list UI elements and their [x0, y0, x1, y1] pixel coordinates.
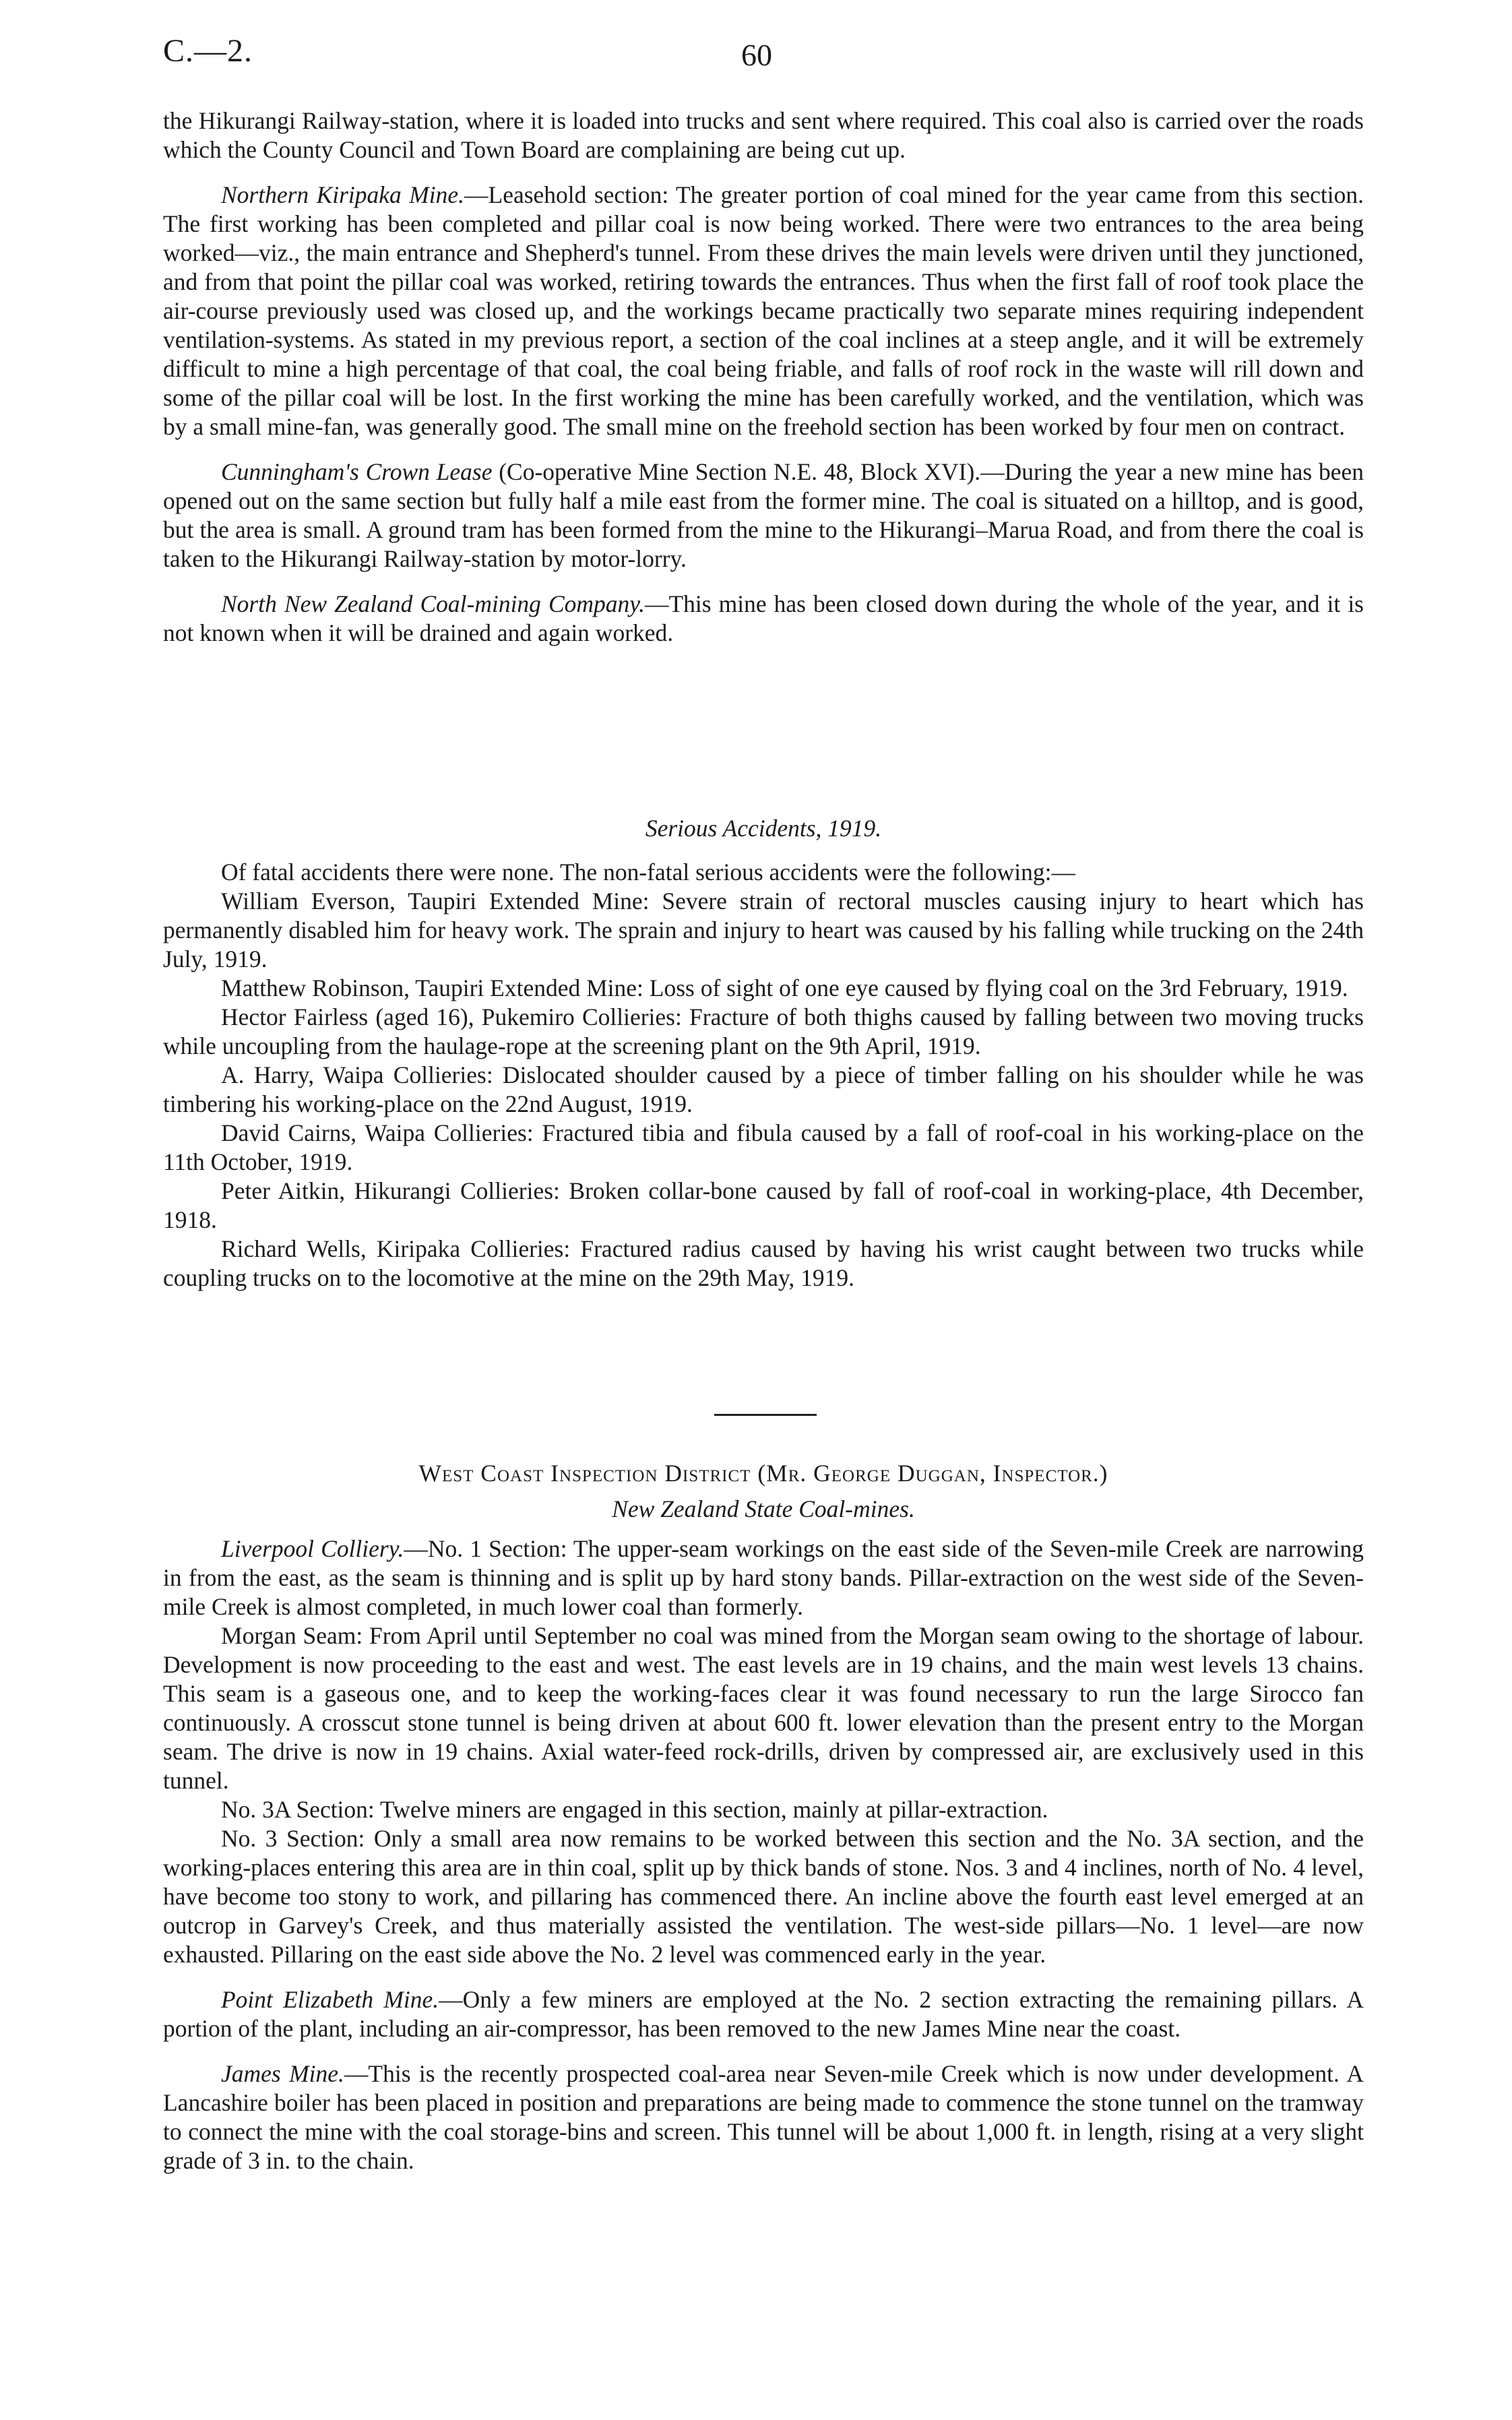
cunningham-title: Cunningham's Crown Lease [221, 458, 493, 485]
accident-item: William Everson, Taupiri Extended Mine: Severe strain of rectoral muscles causing injury to heart which has permanently disabled him for heavy work. The sprain and injury to heart was caused by his falling while trucking on the 24th July, 1919. [163, 888, 1364, 972]
accidents-intro: Of fatal accidents there were none. The non-fatal serious accidents were the following:— [221, 859, 1075, 886]
liverpool-title: Liverpool Colliery. [221, 1535, 404, 1562]
nz-coal-company-paragraph [163, 590, 1364, 648]
section-3a-paragraph: No. 3A Section: Twelve miners are engaged in this section, mainly at pillar-extraction. [221, 1796, 1048, 1823]
section-divider [714, 1414, 817, 1416]
intro-paragraph: the Hikurangi Railway-station, where it is loaded into trucks and sent where required. This coal also is carried over the roads which the County Council and Town Board are complaining are being cut up. [163, 107, 1364, 163]
liverpool-text: —No. 1 Section: The upper-seam workings on the east side of the Seven-mile Creek are narrowing in from the east, as the seam is thinning and is split up by hard stony bands. Pillar-extraction on the west side of the Seven-mile Creek is almost completed, in much lower coal than formerly. [163, 1535, 1364, 1620]
nz-coal-company-text: —This mine has been closed down during the whole of the year, and it is not known when it will be drained and again worked. [163, 590, 1364, 646]
northern-kiripaka-paragraph [163, 181, 1364, 441]
accident-item: Hector Fairless (aged 16), Pukemiro Collieries: Fracture of both thighs caused by falling between two moving trucks while uncoupling from the haulage-rope at the screening plant on the 9th April, 1919. [163, 1003, 1364, 1059]
state-coal-mines-subheading: New Zealand State Coal-mines. [612, 1495, 915, 1522]
section-3-paragraph: No. 3 Section: Only a small area now remains to be worked between this section and the No. 3A section, and the working-places entering this area are in thin coal, split up by thick bands of stone. Nos. 3 and 4 inclines, north of No. 4 level, have become too stony to work, and pillaring has commenced there. An incline above the fourth east level emerged at an outcrop in Garvey's Creek, and thus materially assisted the ventilation. The west-side pillars—No. 1 level—are now exhausted. Pillaring on the east side above the No. 2 level was commenced early in the year. [163, 1825, 1364, 1968]
point-elizabeth-text: —Only a few miners are employed at the No. 2 section extracting the remaining pillars. A portion of the plant, including an air-compressor, has been removed to the new James Mine near the coast. [163, 1986, 1364, 2042]
document-reference: C.—2. [163, 33, 253, 69]
west-coast-section [163, 1459, 1364, 2175]
james-mine-paragraph [163, 2059, 1364, 2175]
northern-kiripaka-title: Northern Kiripaka Mine. [221, 181, 465, 208]
accidents-heading: Serious Accidents, 1919. [645, 815, 882, 842]
point-elizabeth-title: Point Elizabeth Mine. [221, 1986, 439, 2013]
accident-item: David Cairns, Waipa Collieries: Fractured tibia and fibula caused by a fall of roof-coal in his working-place on the 11th October, 1919. [163, 1119, 1364, 1175]
accident-item: Matthew Robinson, Taupiri Extended Mine: Loss of sight of one eye caused by flying coal on the 3rd February, 1919. [221, 974, 1348, 1001]
west-coast-heading: West Coast Inspection District (Mr. George Duggan, Inspector.) [418, 1460, 1108, 1487]
cunningham-paragraph [163, 458, 1364, 573]
nz-coal-company-title: North New Zealand Coal-mining Company. [221, 590, 645, 617]
accident-item: A. Harry, Waipa Collieries: Dislocated shoulder caused by a piece of timber falling on his shoulder while he was timbering his working-place on the 22nd August, 1919. [163, 1061, 1364, 1117]
accidents-section [163, 814, 1364, 1293]
accident-item: Peter Aitkin, Hikurangi Collieries: Broken collar-bone caused by fall of roof-coal in working-place, 4th December, 1918. [163, 1177, 1364, 1233]
accident-item: Richard Wells, Kiripaka Collieries: Fractured radius caused by having his wrist caught between two trucks while coupling trucks on to the locomotive at the mine on the 29th May, 1919. [163, 1235, 1364, 1291]
point-elizabeth-paragraph [163, 1985, 1364, 2043]
james-mine-text: —This is the recently prospected coal-area near Seven-mile Creek which is now under development. A Lancashire boiler has been placed in position and preparations are being made to commence the stone tunnel on the tramway to connect the mine with the coal storage-bins and screen. This tunnel will be about 1,000 ft. in length, rising at a very slight grade of 3 in. to the chain. [163, 2060, 1364, 2174]
page-number: 60 [741, 38, 772, 72]
james-mine-title: James Mine. [221, 2060, 344, 2087]
liverpool-paragraph [163, 1534, 1364, 1621]
morgan-seam-paragraph: Morgan Seam: From April until September no coal was mined from the Morgan seam owing to the shortage of labour. Development is now proceeding to the east and west. The east levels are in 19 chains, and the main west levels 13 chains. This seam is a gaseous one, and to keep the working-faces clear it was found necessary to run the large Sirocco fan continuously. A crosscut stone tunnel is being driven at about 600 ft. lower elevation than the present entry to the Morgan seam. The drive is now in 19 chains. Axial water-feed rock-drills, driven by compressed air, are exclusively used in this tunnel. [163, 1622, 1364, 1794]
upper-section [163, 106, 1364, 648]
cunningham-text: (Co-operative Mine Section N.E. 48, Block XVI).—During the year a new mine has been opened out on the same section but fully half a mile east from the former mine. The coal is situated on a hilltop, and is good, but the area is small. A ground tram has been formed from the mine to the Hikurangi–Marua Road, and from there the coal is taken to the Hikurangi Railway-station by motor-lorry. [163, 458, 1364, 572]
northern-kiripaka-text: —Leasehold section: The greater portion of coal mined for the year came from this section. The first working has been completed and pillar coal is now being worked. There were two entrances to the area being worked—viz., the main entrance and Shepherd's tunnel. From these drives the main levels were driven until they junctioned, and from that point the pillar coal was worked, retiring towards the entrances. Thus when the first fall of roof took place the air-course previously used was closed up, and the workings became practically two separate mines requiring independent ventilation-systems. As stated in my previous report, a section of the coal inclines at a steep angle, and it will be extremely difficult to mine a high percentage of that coal, the coal being friable, and falls of roof rock in the waste will rill down and some of the pillar coal will be lost. In the first working the mine has been carefully worked, and the ventilation, which was by a small mine-fan, was generally good. The small mine on the freehold section has been worked by four men on contract. [163, 181, 1364, 440]
